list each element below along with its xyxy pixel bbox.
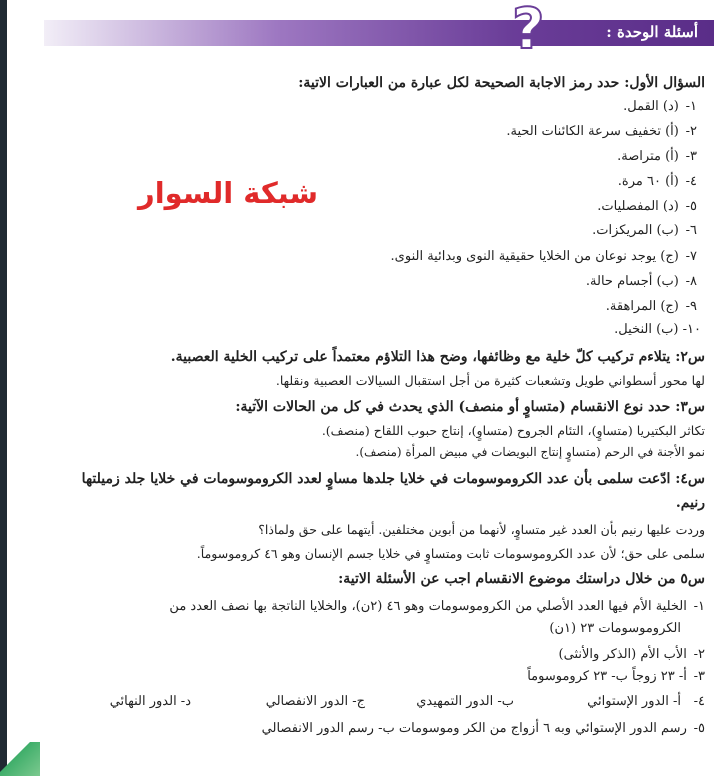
q5-item-4-number: ٤-	[693, 694, 705, 709]
q1-item-number: ٢-	[685, 124, 697, 139]
q1-item-text: (ج) يوجد نوعان من الخلايا حقيقية النوى وبدائية النوى.	[390, 249, 679, 264]
q5-item-1-text: الخلية الأم فيها العدد الأصلي من الكروموسومات وهو ٤٦ (٢ن)، والخلايا الناتجة بها نصف العدد من	[169, 599, 687, 614]
q5-item-4-option-c: ج- الدور الانفصالي	[265, 694, 365, 709]
q5-item-2-number: ٢-	[693, 647, 705, 662]
q1-answer-item	[614, 321, 701, 339]
q5-item-1-line-2: الكروموسومات ٢٣ (١ن)	[549, 621, 681, 636]
q2-heading: س٢: يتلاءم تركيب كلّ خلية مع وظائفها، وضح هذا التلاؤم معتمداً على تركيب الخلية العصبية.	[170, 349, 705, 365]
q5-item-5	[262, 720, 705, 738]
q2-answer: لها محور أسطواني طويل وتشعبات كثيرة من أجل استقبال السيالات العصبية ونقلها.	[275, 373, 705, 388]
q1-item-text: (أ) متراصة.	[617, 149, 679, 164]
q3-heading: س٣: حدد نوع الانقسام (متساوٍ أو منصف) الذي يحدث في كل من الحالات الآتية:	[235, 399, 705, 415]
q4-line-1: وردت عليها رنيم بأن العدد غير متساوٍ، لأنهما من أبوين مختلفين. أيتهما على حق ولماذا؟	[258, 522, 705, 537]
q1-item-text: (أ) ٦٠ مرة.	[617, 174, 679, 189]
q5-item-2-text: الأب الأم (الذكر والأنثى)	[558, 647, 687, 662]
banner-title: أسئلة الوحدة :	[606, 23, 698, 41]
q5-item-2	[559, 646, 705, 664]
q1-item-number: ٩-	[685, 299, 697, 314]
q1-answer-item	[606, 298, 697, 316]
q1-item-number: ٧-	[685, 249, 697, 264]
q1-item-text: (د) المفصليات.	[597, 199, 679, 214]
q1-item-text: (أ) تخفيف سرعة الكائنات الحية.	[506, 124, 679, 139]
q1-answer-item	[618, 173, 697, 191]
q1-item-number: ٦-	[685, 223, 697, 238]
q5-item-3-number: ٣-	[693, 669, 705, 684]
watermark: شبكة السوار	[138, 176, 319, 210]
q1-answer-item	[617, 148, 697, 166]
q5-item-5-number: ٥-	[693, 721, 705, 736]
q1-item-text: (ب) أجسام حالة.	[585, 274, 679, 289]
q1-answer-item	[597, 198, 697, 216]
q5-item-4-option-d: د- الدور النهائي	[109, 694, 191, 709]
q5-heading: س٥ من خلال دراستك موضوع الانقسام اجب عن الأسئلة الاتية:	[338, 571, 705, 587]
q5-item-3-text: أ- ٢٣ زوجاً ب- ٢٣ كروموسوماً	[527, 669, 687, 684]
q1-answer-item	[586, 273, 697, 291]
q5-item-5-text: رسم الدور الإستوائي وبه ٦ أزواج من الكر وموسومات ب- رسم الدور الانفصالي	[261, 721, 687, 736]
q5-item-1-line-1	[169, 598, 705, 616]
q1-item-text: (د) القمل.	[623, 99, 679, 114]
q3-line-1: تكاثر البكتيريا (متساوٍ)، التئام الجروح (متساوٍ)، إنتاج حبوب اللقاح (منصف).	[321, 423, 705, 438]
q1-item-text: (ب) المريكزات.	[592, 223, 679, 238]
q1-answer-item	[506, 123, 697, 141]
q5-item-4-option-a: أ- الدور الإستوائي	[587, 694, 681, 709]
q1-item-number: ١-	[685, 99, 697, 114]
q4-heading-line-1: س٤: ادّعت سلمى بأن عدد الكروموسومات في خلايا جلدها مساوٍ لعدد الكروموسومات في خلايا جلد زميلتها	[81, 471, 705, 487]
q3-line-2: نمو الأجنة في الرحم (متساوٍ إنتاج البويضات في مبيض المرأة (منصف).	[355, 445, 705, 459]
section-banner	[44, 20, 714, 46]
left-edge-strip	[0, 0, 7, 776]
q4-heading-line-2: رنيم.	[675, 495, 705, 511]
q1-item-number: ١٠-	[682, 322, 701, 337]
q1-heading: السؤال الأول: حدد رمز الاجابة الصحيحة لكل عبارة من العبارات الاتية:	[298, 75, 705, 91]
q5-item-4-option-b: ب- الدور التمهيدي	[416, 694, 514, 709]
q5-item-3	[527, 668, 705, 686]
q1-item-text: (ب) النخيل.	[614, 322, 679, 337]
corner-decoration	[0, 742, 40, 776]
q1-answer-item	[623, 98, 697, 116]
q4-line-2: سلمى على حق؛ لأن عدد الكروموسومات ثابت ومتساوٍ في خلايا جسم الإنسان وهو ٤٦ كروموسوماً.	[196, 546, 705, 561]
q1-item-number: ٣-	[685, 149, 697, 164]
q1-item-number: ٤-	[685, 174, 697, 189]
q1-item-number: ٥-	[685, 199, 697, 214]
q5-item-1-number: ١-	[693, 599, 705, 614]
q1-answer-item	[592, 222, 697, 240]
q1-item-number: ٨-	[685, 274, 697, 289]
q1-item-text: (ج) المراهقة.	[605, 299, 679, 314]
question-mark-icon: ?	[512, 0, 545, 62]
q1-answer-item	[391, 248, 697, 266]
